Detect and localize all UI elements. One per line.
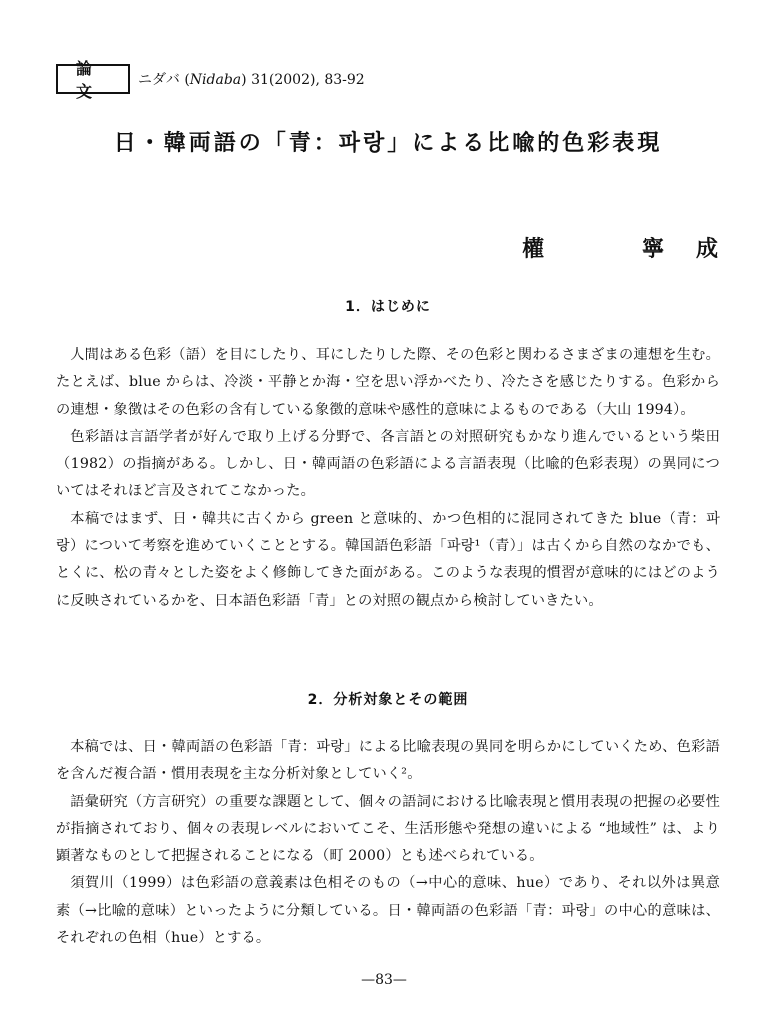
- paragraph: 須賀川（1999）は色彩語の意義素は色相そのもの（→中心的意味、hue）であり、それ以外は異意素（→比喩的意味）といったように分類している。日・韓両語の色彩語「青：파랑」の中心的意味は、それぞれの色相（hue）とする。: [56, 875, 720, 947]
- journal-name-latin: Nidaba: [189, 72, 242, 88]
- article-type-label: 論文: [56, 64, 130, 94]
- author-name: [522, 232, 718, 263]
- paper-title: 日・韓両語の「青：파랑」による比喩的色彩表現: [113, 131, 663, 156]
- paragraph: 語彙研究（方言研究）の重要な課題として、個々の語詞における比喩表現と慣用表現の把握の必要性が指摘されており、個々の表現レベルにおいてこそ、生活形態や発想の違いによる “地域性” は、より顕著なものとして把握されることになる（町 2000）とも述べられている。: [56, 793, 720, 865]
- citation-volume-pages: 31(2002), 83-92: [251, 72, 365, 88]
- section-2-body: [56, 734, 720, 952]
- section-heading-1: 1．はじめに: [345, 299, 431, 315]
- page-number: —83—: [361, 972, 407, 988]
- author-surname: 權: [521, 237, 544, 262]
- paragraph: 人間はある色彩（語）を目にしたり、耳にしたりした際、その色彩と関わるさまざまの連想を生む。たとえば、blue からは、冷淡・平静とか海・空を思い浮かべたり、冷たさを感じたりする。色彩からの連想・象徴はその色彩の含有している象徴的意味や感性的意味によるものである（大山 1994）。: [56, 347, 720, 418]
- section-heading-2: 2．分析対象とその範囲: [307, 692, 469, 708]
- section-1-body: [56, 342, 720, 615]
- journal-name: ニダバ: [138, 72, 180, 88]
- paragraph: 本稿ではまず、日・韓共に古くから green と意味的、かつ色相的に混同されてきた blue（青：파랑）について考察を進めていくこととする。韓国語色彩語「파랑¹（青）」は古くから自然のなかでも、とくに、松の青々とした姿をよく修飾してきた面がある。このような表現的慣習が意味的にはどのように反映されているかを、日本語色彩語「青」との対照の観点から検討していきたい。: [56, 510, 720, 609]
- paragraph: 本稿では、日・韓両語の色彩語「青：파랑」による比喩表現の異同を明らかにしていくため、色彩語を含んだ複合語・慣用表現を主な分析対象としていく²。: [56, 739, 720, 783]
- paragraph: 色彩語は言語学者が好んで取り上げる分野で、各言語との対照研究もかなり進んでいるという柴田（1982）の指摘がある。しかし、日・韓両語の色彩語による言語表現（比喩的色彩表現）の異同についてはそれほど言及されてこなかった。: [56, 428, 720, 500]
- author-given-2: 成: [695, 237, 718, 262]
- author-given-1: 寧: [641, 237, 664, 262]
- citation: ニダバ (Nidaba) 31(2002), 83-92: [138, 72, 365, 88]
- article-header: [56, 59, 365, 101]
